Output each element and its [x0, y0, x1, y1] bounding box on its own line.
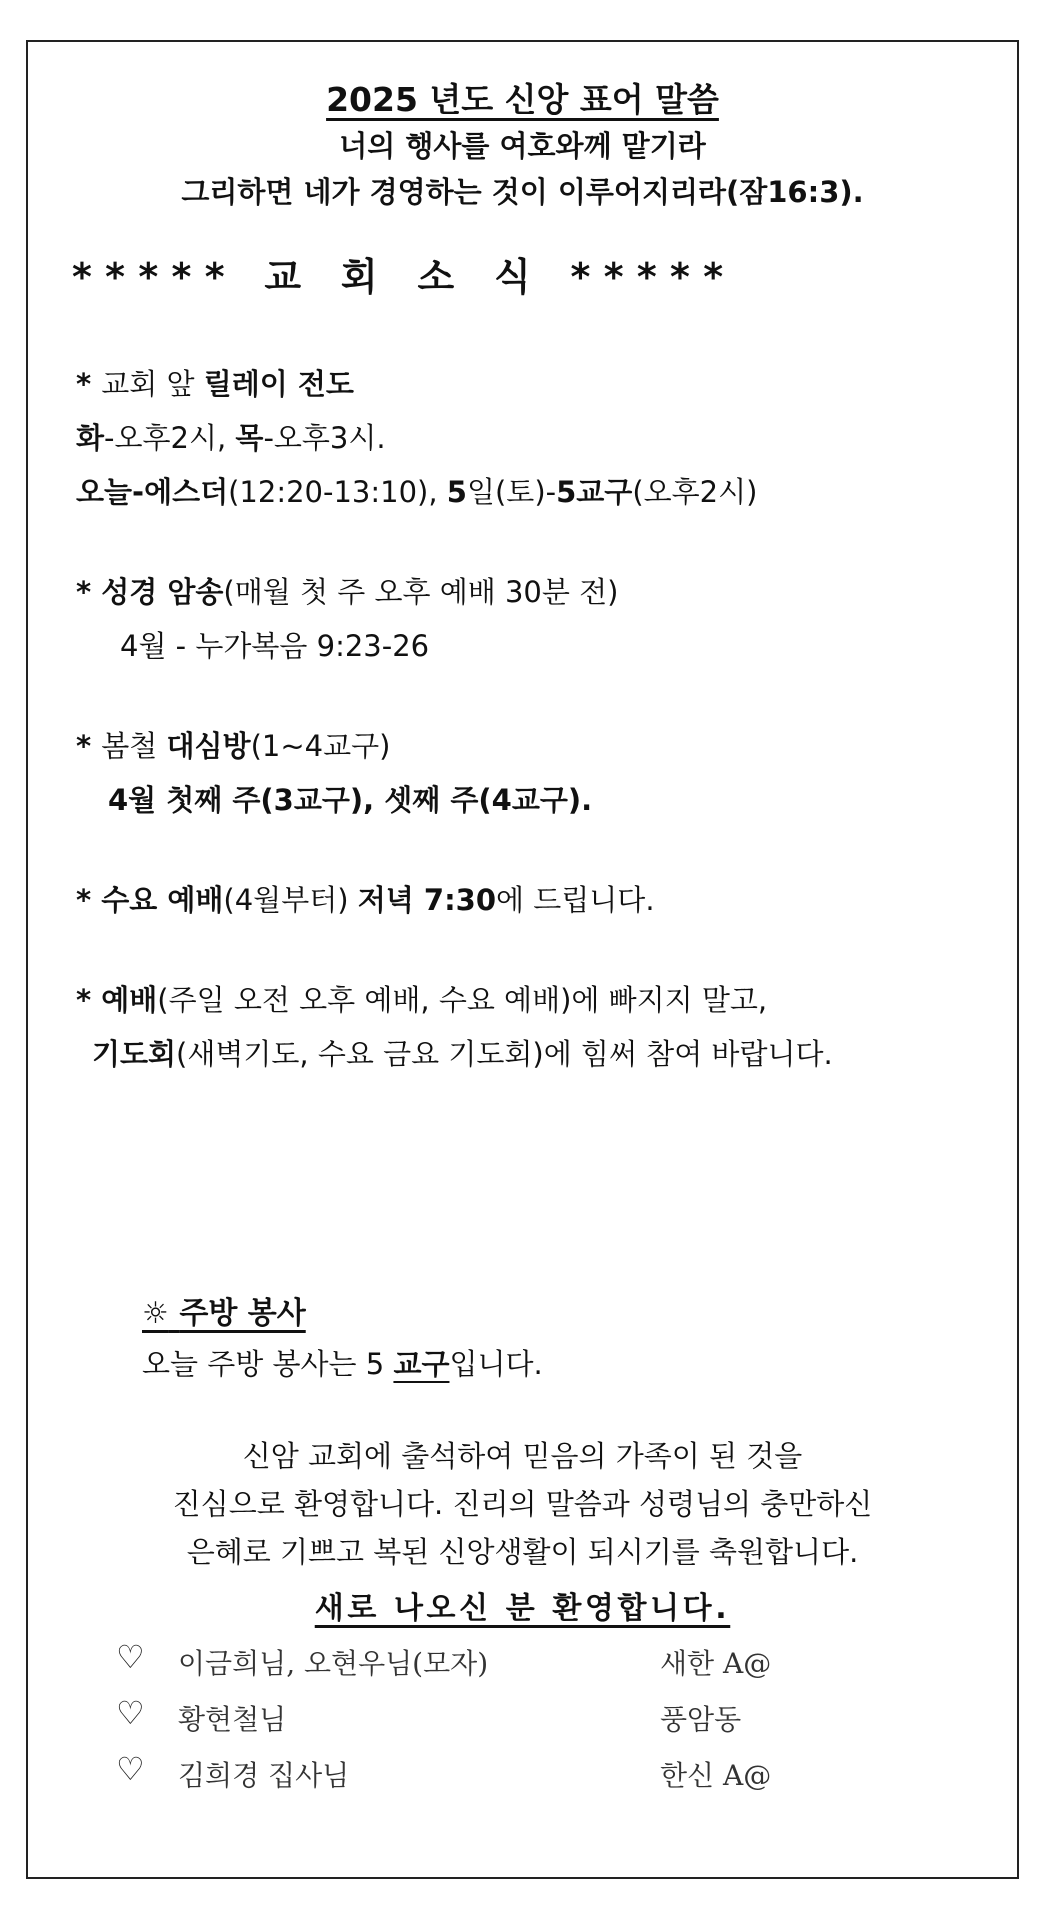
newcomer-place: 풍암동	[660, 1703, 742, 1736]
motto-verse-line-2: 그리하면 네가 경영하는 것이 이루어지리라(잠16:3).	[181, 175, 864, 209]
newcomer-name: 이금희님, 오현우님(모자)	[178, 1647, 489, 1680]
visit-detail: 4월 첫째 주(3교구), 셋째 주(4교구).	[108, 783, 593, 817]
kitchen-service-detail: 오늘 주방 봉사는 5 교구입니다.	[142, 1347, 543, 1381]
bulletin-frame	[26, 40, 1019, 1879]
memorize-title: * 성경 암송(매월 첫 주 오후 예배 30분 전)	[76, 575, 619, 609]
heart-icon: ♡	[116, 1750, 145, 1788]
wednesday-service: * 수요 예배(4월부터) 저녁 7:30에 드립니다.	[76, 883, 655, 917]
relay-today: 오늘-에스더(12:20-13:10), 5일(토)-5교구(오후2시)	[76, 475, 758, 509]
newcomer-place: 한신 A@	[660, 1759, 772, 1792]
motto-title: 2025 년도 신앙 표어 말씀	[326, 80, 719, 119]
welcome-text-line-1: 신암 교회에 출석하여 믿음의 가족이 된 것을	[242, 1439, 803, 1473]
sun-icon: ☼	[142, 1296, 169, 1331]
heart-icon: ♡	[116, 1638, 145, 1676]
newcomer-place: 새한 A@	[660, 1647, 772, 1680]
relay-schedule: 화-오후2시, 목-오후3시.	[76, 421, 386, 455]
relay-title: * 교회 앞 릴레이 전도	[76, 367, 354, 401]
kitchen-service-title: ☼ 주방 봉사	[142, 1296, 306, 1331]
newcomer-name: 황현철님	[178, 1703, 287, 1736]
worship-line-2: 기도회(새벽기도, 수요 금요 기도회)에 힘써 참여 바랍니다.	[92, 1037, 833, 1071]
newcomer-name: 김희경 집사님	[178, 1759, 350, 1792]
welcome-text-line-2: 진심으로 환영합니다. 진리의 말씀과 성령님의 충만하신	[172, 1487, 873, 1521]
motto-verse-line-1: 너의 행사를 여호와께 맡기라	[339, 129, 706, 163]
newcomers-title: 새로 나오신 분 환영합니다.	[314, 1591, 731, 1626]
church-news-header: ***** 교 회 소 식 *****	[72, 255, 737, 299]
worship-line-1: * 예배(주일 오전 오후 예배, 수요 예배)에 빠지지 말고,	[76, 983, 768, 1017]
heart-icon: ♡	[116, 1694, 145, 1732]
welcome-text-line-3: 은혜로 기쁘고 복된 신앙생활이 되시기를 축원합니다.	[186, 1535, 859, 1569]
memorize-detail: 4월 - 누가복음 9:23-26	[120, 629, 430, 663]
visit-title: * 봄철 대심방(1~4교구)	[76, 729, 391, 763]
